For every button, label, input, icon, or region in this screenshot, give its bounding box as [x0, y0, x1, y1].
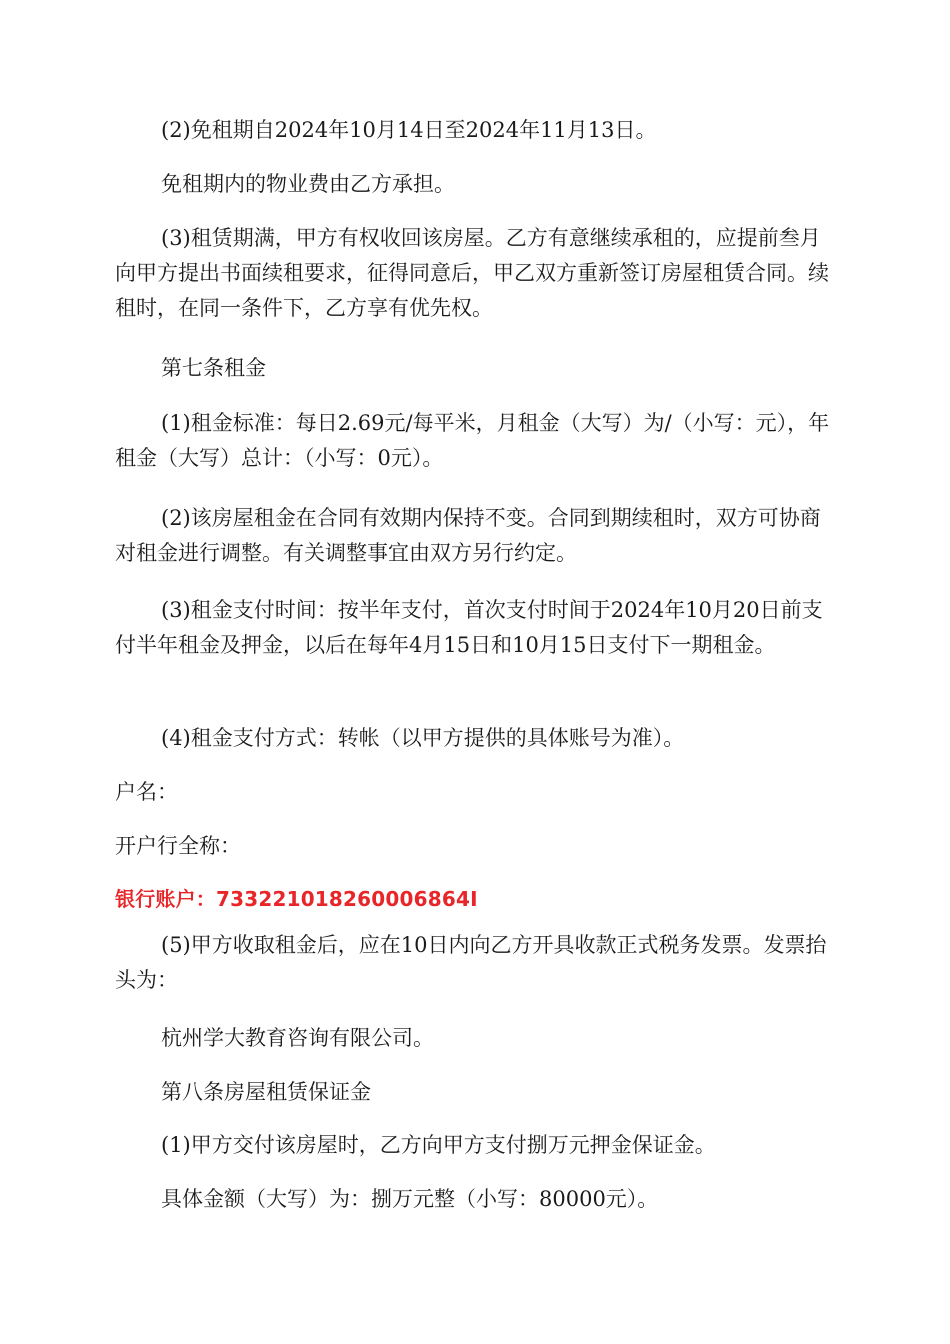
invoice-paragraph: (5)甲方收取租金后，应在10日内向乙方开具收款正式税务发票。发票抬头为：	[115, 933, 827, 992]
rent-adjustment-paragraph: (2)该房屋租金在合同有效期内保持不变。合同到期续租时，双方可协商对租金进行调整。有关调整事宜由双方另行约定。	[115, 506, 821, 565]
rent-standard-paragraph: (1)租金标准：每日2.69元/每平米，月租金（大写）为/（小写：元），年租金（大写）总计：（小写：0元）。	[115, 411, 830, 470]
property-fee-paragraph: 免租期内的物业费由乙方承担。	[161, 172, 455, 196]
deposit-payment-paragraph: (1)甲方交付该房屋时，乙方向甲方支付捌万元押金保证金。	[161, 1133, 716, 1157]
rent-payment-time-paragraph: (3)租金支付时间：按半年支付，首次支付时间于2024年10月20日前支付半年租金及押金，以后在每年4月15日和10月15日支付下一期租金。	[115, 598, 823, 657]
deposit-amount-paragraph: 具体金额（大写）为：捌万元整（小写：80000元）。	[161, 1187, 659, 1211]
account-name-line: 户名：	[115, 780, 178, 804]
article-eight-heading: 第八条房屋租赁保证金	[161, 1080, 371, 1104]
rent-free-period-paragraph: (2)免租期自2024年10月14日至2024年11月13日。	[161, 118, 657, 142]
article-seven-heading: 第七条租金	[161, 356, 266, 380]
bank-full-name-line: 开户行全称：	[115, 834, 241, 858]
rent-payment-method-paragraph: (4)租金支付方式：转帐（以甲方提供的具体账号为准）。	[161, 726, 685, 750]
invoice-title-company: 杭州学大教育咨询有限公司。	[161, 1026, 434, 1050]
bank-account-line: 银行账户：733221018260006864I	[115, 887, 478, 911]
lease-renewal-paragraph: (3)租赁期满，甲方有权收回该房屋。乙方有意继续承租的，应提前叁月向甲方提出书面续租要求，征得同意后，甲乙双方重新签订房屋租赁合同。续租时，在同一条件下，乙方享有优先权。	[115, 226, 829, 320]
